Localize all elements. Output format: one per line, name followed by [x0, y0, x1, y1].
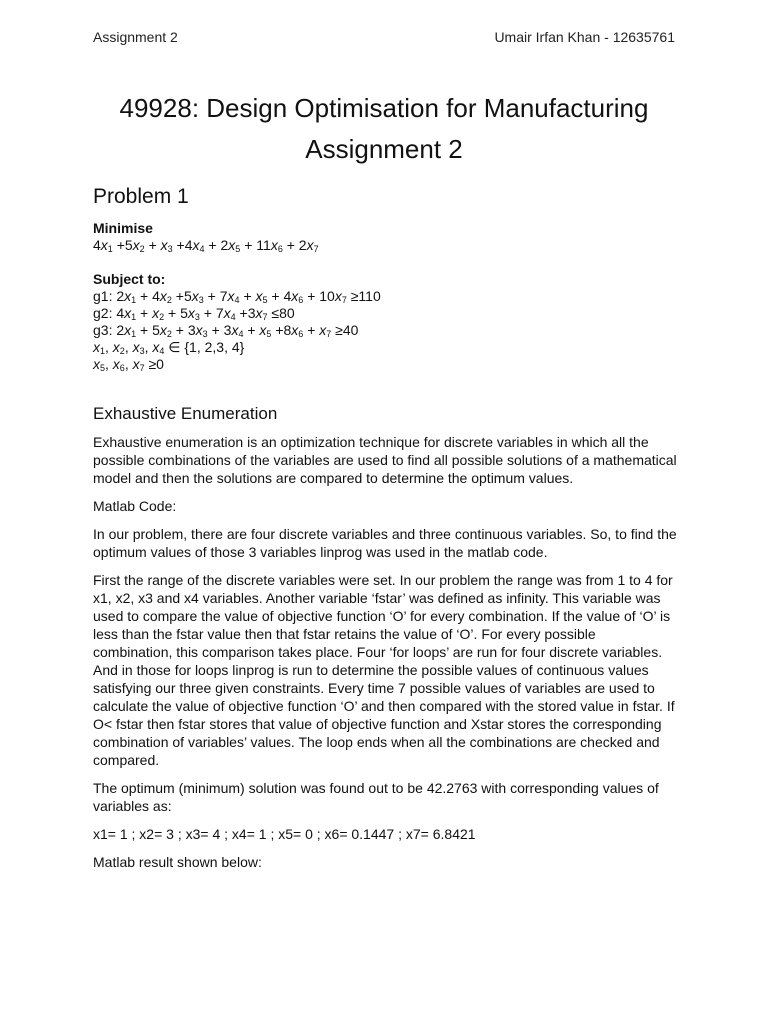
paragraph-method: First the range of the discrete variables were set. In our problem the range was from 1 to 4 for x1, x2, x3 and x4 variables. Another variable ‘fstar’ was defined as infinity. This variable was used to compare the value of objective function ‘O’ for every combination. If the value of ‘O’ is less than the fstar value then that fstar retains the value of ‘O’. For every possible combination, this comparison takes place. Four ‘for loops’ are run for four discrete variables. And in those for loops linprog is run to determine the possible values of continuous values satisfying our three given constraints. Every time 7 possible values of variables are used to calculate the value of objective function ‘O’ and then compared with the stored value in fstar. If O< fstar then fstar stores that value of objective function and Xstar stores the corresponding combination of variables’ values. The loop ends when all the combinations are checked and compared. [93, 572, 675, 768]
objective-function: $4x_1 +5x_2 + x_3 +4x_4 + 2x_5 + 11x_6 + 2x_7$ [93, 237, 319, 254]
subject-to-label: Subject to: [93, 271, 166, 287]
section-heading: Exhaustive Enumeration [93, 404, 278, 423]
document-title [60, 88, 708, 170]
discrete-domain: $x_1$, $x_2$, $x_3$, $x_4$ ∈ {1, 2,3, 4} [93, 339, 245, 356]
document-body [93, 185, 678, 881]
paragraph-result: The optimum (minimum) solution was found out to be 42.2763 with corresponding values of variables as: [93, 780, 659, 814]
header-left: Assignment 2 [93, 29, 178, 45]
paragraph-values: x1= 1 ; x2= 3 ; x3= 4 ; x4= 1 ; x5= 0 ; x6= 0.1447 ; x7= 6.8421 [93, 826, 476, 842]
paragraph-matlab-code: Matlab Code: [93, 498, 177, 514]
paragraph-definition: Exhaustive enumeration is an optimization technique for discrete variables in which all the possible combinations of the variables are used to find all possible solutions of a mathematical model and then the solutions are compared to determine the optimum values. [93, 434, 677, 486]
minimise-label: Minimise [93, 220, 153, 236]
title-line-1: 49928: Design Optimisation for Manufacturing [119, 93, 649, 123]
constraint-g3: g3: $2x_1 + 5x_2 + 3x_3 + 3x_4 + x_5 +8x_6 + x_7 \ge 40$ [93, 322, 359, 339]
header-right: Umair Irfan Khan - 12635761 [494, 29, 675, 45]
constraint-g2: g2: $4x_1 + x_2 + 5x_3 + 7x_4 +3x_7 \le 80$ [93, 305, 295, 322]
problem-heading: Problem 1 [93, 185, 189, 208]
paragraph-matlab-result: Matlab result shown below: [93, 854, 262, 870]
constraint-g1: g1: $2x_1 + 4x_2 +5x_3 + 7x_4 + x_5 + 4x_6 + 10x_7 \ge 110$ [93, 288, 381, 305]
continuous-domain: $x_5$, $x_6$, $x_7 \ge 0$ [93, 356, 164, 373]
paragraph-variables: In our problem, there are four discrete variables and three continuous variables. So, to find the optimum values of those 3 variables linprog was used in the matlab code. [93, 526, 677, 560]
title-line-2: Assignment 2 [305, 134, 463, 164]
